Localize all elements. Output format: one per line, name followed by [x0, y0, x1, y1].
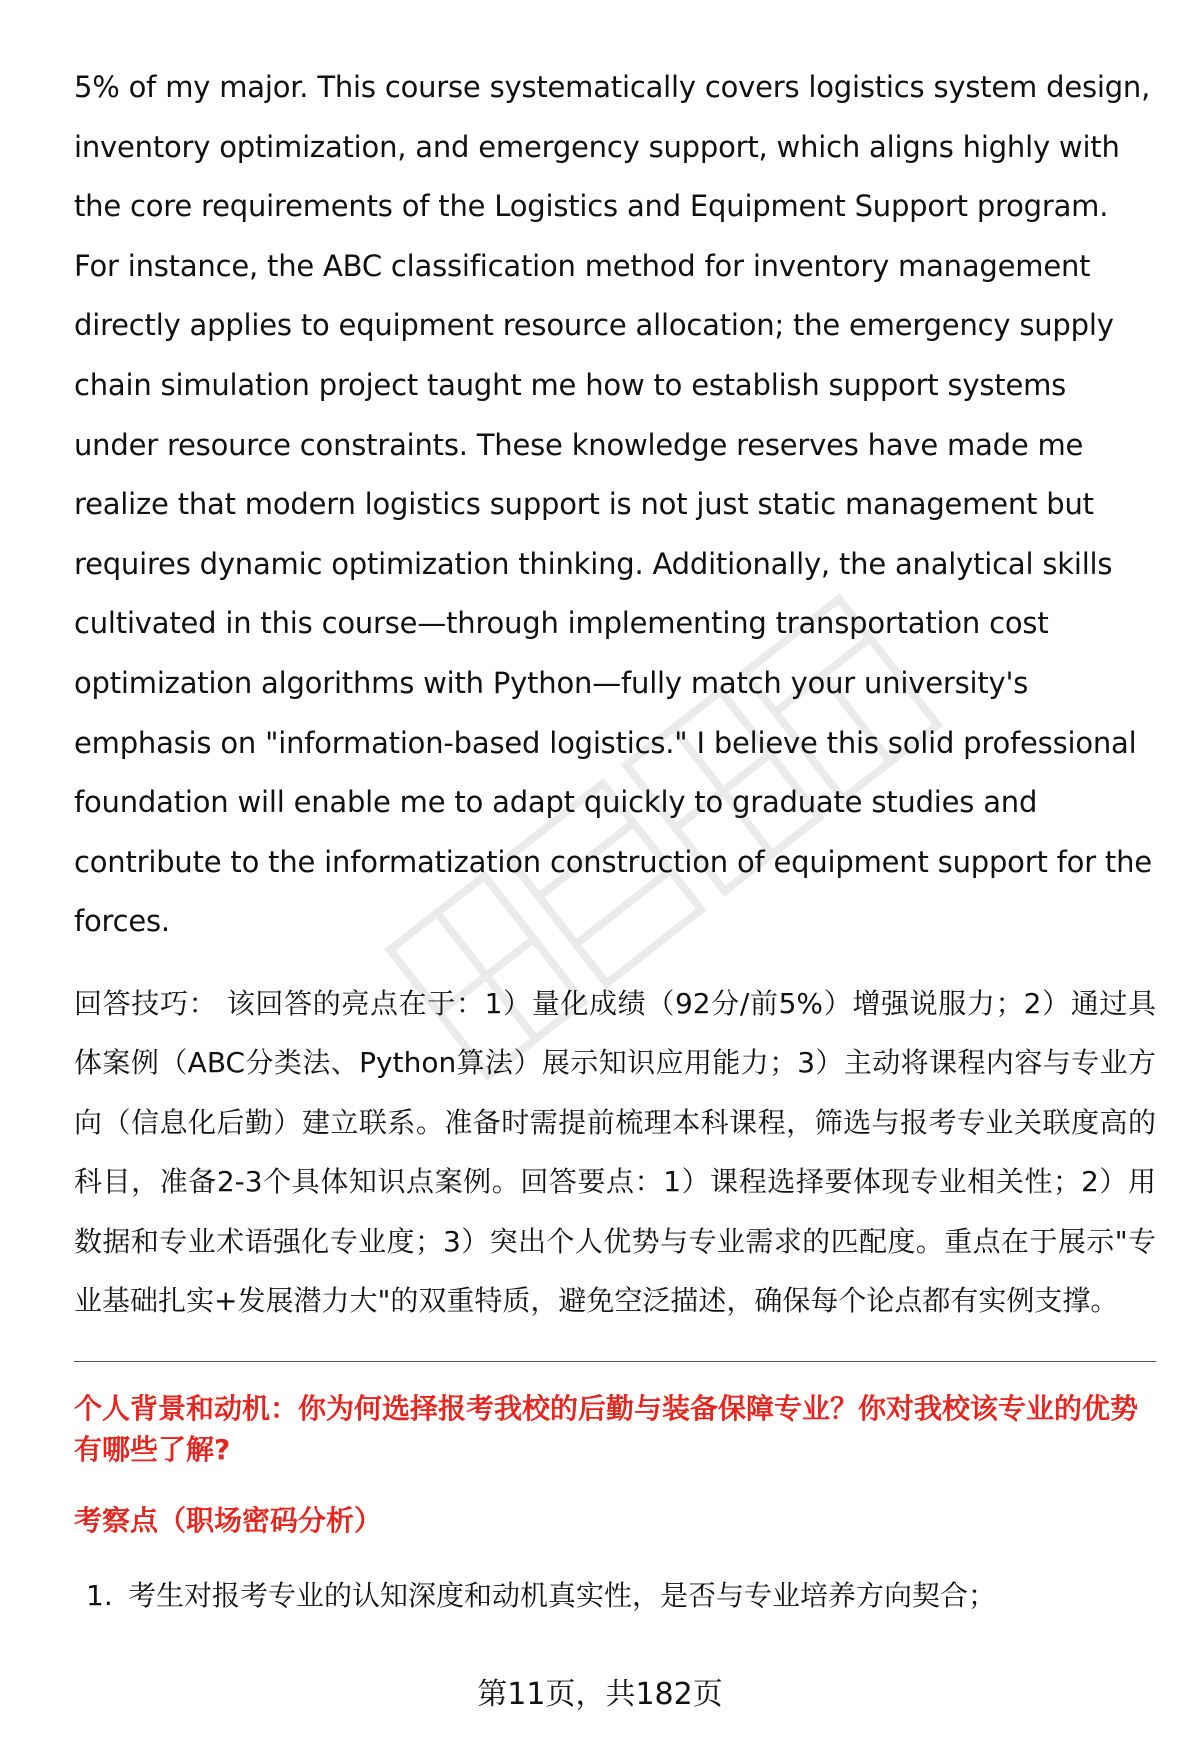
page-content: [74, 58, 1156, 1616]
question-heading: 个人背景和动机：你为何选择报考我校的后勤与装备保障专业？你对我校该专业的优势有哪些了解?: [74, 1391, 1139, 1466]
answer-tips: 回答技巧： 该回答的亮点在于：1）量化成绩（92分/前5%）增强说服力；2）通过具体案例（ABC分类法、Python算法）展示知识应用能力；3）主动将课程内容与专业方向（信息化后勤）建立联系。准备时需提前梳理本科课程，筛选与报考专业关联度高的科目，准备2-3个具体知识点案例。回答要点：1）课程选择要体现专业相关性；2）用数据和专业术语强化专业度；3）突出个人优势与专业需求的匹配度。重点在于展示"专业基础扎实+发展潜力大"的双重特质，避免空泛描述，确保每个论点都有实例支撑。: [74, 986, 1156, 1318]
assessment-list: [74, 1575, 1156, 1616]
list-item-text: 考生对报考专业的认知深度和动机真实性，是否与专业培养方向契合；: [128, 1578, 997, 1612]
list-item: [74, 1575, 1156, 1616]
page-footer: 第11页，共182页: [477, 1677, 723, 1712]
list-item-number: 1.: [86, 1578, 113, 1612]
answer-paragraph: 5% of my major. This course systematically covers logistics system design, inventory optimization, and emergency support, which aligns highly with the core requirements of the Logistics and Equipment Support program. For instance, the ABC classification method for inventory management directly applies to equipment resource allocation; the emergency supply chain simulation project taught me how to establish support systems under resource constraints. These knowledge reserves have made me realize that modern logistics support is not just static management but requires dynamic optimization thinking. Additionally, the analytical skills cultivated in this course—through implementing transportation cost optimization algorithms with Python—fully match your university's emphasis on "information-based logistics." I believe this solid professional foundation will enable me to adapt quickly to graduate studies and contribute to the informatization construction of equipment support for the forces.: [74, 70, 1152, 939]
section-divider: [74, 1361, 1156, 1362]
assessment-subheading: 考察点（职场密码分析）: [74, 1503, 383, 1537]
